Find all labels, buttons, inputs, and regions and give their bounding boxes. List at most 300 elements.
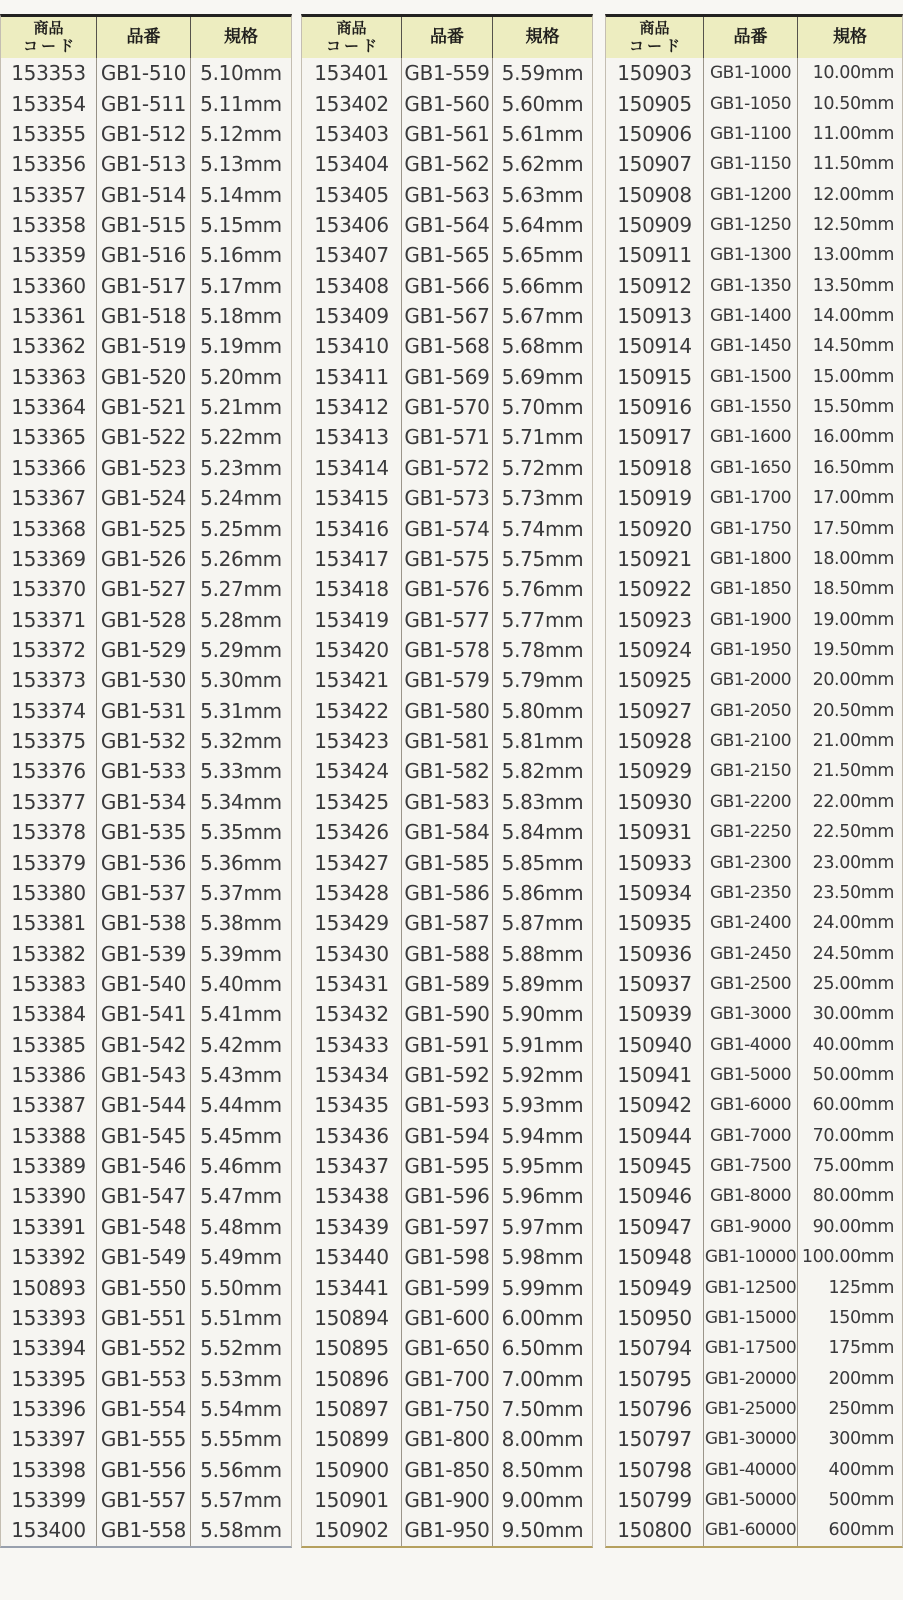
table-row — [1, 878, 291, 908]
spec-cell: 5.67mm — [501, 304, 584, 329]
table-row — [302, 1485, 592, 1515]
spec-cell: 5.13mm — [200, 152, 282, 177]
spec-cell: 24.50mm — [812, 943, 894, 964]
spec-cell: 5.61mm — [501, 121, 584, 146]
spec-cell: 5.70mm — [501, 395, 584, 420]
spec-cell: 5.53mm — [200, 1366, 282, 1391]
spec-cell: 150mm — [828, 1307, 894, 1328]
part-number-cell: GB1-570 — [402, 392, 493, 422]
header-text: コード — [22, 36, 77, 55]
table-row — [606, 119, 902, 149]
table-row — [1, 58, 291, 88]
table-row — [302, 88, 592, 118]
spec-cell: 5.41mm — [200, 1002, 282, 1027]
spec-cell: 5.76mm — [501, 577, 584, 602]
table-row — [302, 878, 592, 908]
spec-cell: 19.00mm — [812, 609, 894, 630]
product-code-cell: 150947 — [606, 1212, 704, 1242]
part-number-cell: GB1-1150 — [704, 149, 798, 179]
product-table-2 — [301, 14, 593, 1548]
product-code-cell: 150928 — [606, 726, 704, 756]
spec-cell: 5.97mm — [501, 1214, 584, 1239]
spec-cell: 5.36mm — [200, 850, 282, 875]
part-number-cell: GB1-1700 — [704, 483, 798, 513]
spec-cell: 5.92mm — [501, 1063, 584, 1088]
part-number-cell: GB1-575 — [402, 544, 493, 574]
product-code-cell: 153403 — [302, 119, 402, 149]
part-number-cell: GB1-532 — [97, 726, 191, 756]
table-row — [1, 392, 291, 422]
spec-cell: 5.37mm — [200, 880, 282, 905]
part-number-cell: GB1-2400 — [704, 908, 798, 938]
table-row — [302, 1212, 592, 1242]
product-code-cell: 150914 — [606, 331, 704, 361]
product-code-cell: 150899 — [302, 1424, 402, 1454]
product-code-cell: 150937 — [606, 969, 704, 999]
spec-cell: 13.00mm — [812, 245, 894, 266]
product-code-cell: 153409 — [302, 301, 402, 331]
product-code-cell: 153366 — [1, 453, 97, 483]
spec-cell: 24.00mm — [812, 913, 894, 934]
product-code-cell: 153359 — [1, 240, 97, 270]
table-row — [606, 1181, 902, 1211]
table-row — [1, 544, 291, 574]
product-code-cell: 153410 — [302, 331, 402, 361]
part-number-cell: GB1-592 — [402, 1060, 493, 1090]
product-code-cell: 150902 — [302, 1515, 402, 1545]
product-code-cell: 153380 — [1, 878, 97, 908]
spec-cell: 23.50mm — [812, 882, 894, 903]
product-code-cell: 153422 — [302, 696, 402, 726]
spec-cell: 6.00mm — [501, 1305, 584, 1330]
part-number-cell: GB1-2200 — [704, 787, 798, 817]
part-number-cell: GB1-528 — [97, 604, 191, 634]
part-number-cell: GB1-800 — [402, 1424, 493, 1454]
spec-cell: 16.00mm — [812, 427, 894, 448]
spec-cell: 5.12mm — [200, 121, 282, 146]
product-code-cell: 153418 — [302, 574, 402, 604]
part-number-cell: GB1-5000 — [704, 1060, 798, 1090]
spec-cell: 5.27mm — [200, 577, 282, 602]
part-number-cell: GB1-1100 — [704, 119, 798, 149]
product-code-cell: 153360 — [1, 271, 97, 301]
product-code-cell: 153399 — [1, 1485, 97, 1515]
table-row — [606, 422, 902, 452]
table-row — [1, 1181, 291, 1211]
product-code-cell: 150912 — [606, 271, 704, 301]
spec-cell: 25.00mm — [812, 973, 894, 994]
table-row — [302, 210, 592, 240]
product-code-cell: 153425 — [302, 787, 402, 817]
part-number-cell: GB1-541 — [97, 999, 191, 1029]
part-number-cell: GB1-2000 — [704, 665, 798, 695]
spec-cell: 5.11mm — [200, 91, 282, 116]
part-number-cell: GB1-1850 — [704, 574, 798, 604]
table-row — [1, 1242, 291, 1272]
product-code-cell: 153371 — [1, 604, 97, 634]
table-row — [606, 179, 902, 209]
header-text: 商品 — [33, 19, 64, 38]
spec-cell: 5.72mm — [501, 455, 584, 480]
part-number-cell: GB1-582 — [402, 756, 493, 786]
col-header-product-code — [606, 17, 704, 58]
spec-cell: 5.55mm — [200, 1427, 282, 1452]
part-number-cell: GB1-50000 — [704, 1485, 798, 1515]
product-code-cell: 150916 — [606, 392, 704, 422]
spec-cell: 175mm — [828, 1338, 894, 1359]
product-code-cell: 153369 — [1, 544, 97, 574]
table-row — [606, 58, 902, 88]
spec-cell: 5.35mm — [200, 820, 282, 845]
part-number-cell: GB1-950 — [402, 1515, 493, 1545]
spec-cell: 5.58mm — [200, 1518, 282, 1543]
product-code-cell: 153362 — [1, 331, 97, 361]
spec-cell: 5.28mm — [200, 607, 282, 632]
part-number-cell: GB1-531 — [97, 696, 191, 726]
product-code-cell: 153377 — [1, 787, 97, 817]
table-row — [302, 1121, 592, 1151]
product-code-cell: 153435 — [302, 1090, 402, 1120]
part-number-cell: GB1-1950 — [704, 635, 798, 665]
product-code-cell: 150897 — [302, 1394, 402, 1424]
spec-cell: 5.71mm — [501, 425, 584, 450]
part-number-cell: GB1-576 — [402, 574, 493, 604]
table-row — [302, 604, 592, 634]
header-text: コード — [325, 36, 380, 55]
product-code-cell: 150796 — [606, 1394, 704, 1424]
table-row — [1, 1455, 291, 1485]
table-row — [302, 635, 592, 665]
spec-cell: 5.29mm — [200, 638, 282, 662]
product-code-cell: 153426 — [302, 817, 402, 847]
product-code-cell: 150905 — [606, 88, 704, 118]
spec-cell: 40.00mm — [812, 1034, 894, 1055]
part-number-cell: GB1-40000 — [704, 1455, 798, 1485]
product-code-cell: 153432 — [302, 999, 402, 1029]
header-text: 規格 — [224, 26, 258, 47]
part-number-cell: GB1-516 — [97, 240, 191, 270]
product-code-cell: 150901 — [302, 1485, 402, 1515]
spec-cell: 22.50mm — [812, 822, 894, 843]
spec-cell: 15.50mm — [812, 397, 894, 418]
part-number-cell: GB1-594 — [402, 1121, 493, 1151]
table-body — [1, 58, 291, 1546]
product-code-cell: 150918 — [606, 453, 704, 483]
table-row — [606, 544, 902, 574]
product-code-cell: 150948 — [606, 1242, 704, 1272]
spec-cell: 20.00mm — [812, 670, 894, 691]
part-number-cell: GB1-548 — [97, 1212, 191, 1242]
table-row — [606, 787, 902, 817]
spec-cell: 5.84mm — [501, 820, 584, 845]
spec-cell: 18.50mm — [812, 579, 894, 600]
product-code-cell: 153379 — [1, 847, 97, 877]
spec-cell: 11.50mm — [812, 154, 894, 175]
table-row — [1, 1515, 291, 1545]
product-code-cell: 153405 — [302, 179, 402, 209]
spec-cell: 9.00mm — [501, 1488, 584, 1513]
product-code-cell: 150896 — [302, 1363, 402, 1393]
table-row — [606, 847, 902, 877]
product-code-cell: 150894 — [302, 1303, 402, 1333]
table-row — [606, 1242, 902, 1272]
part-number-cell: GB1-523 — [97, 453, 191, 483]
table-row — [1, 210, 291, 240]
part-number-cell: GB1-1050 — [704, 88, 798, 118]
spec-cell: 5.40mm — [200, 971, 282, 996]
spec-cell: 12.00mm — [812, 184, 894, 205]
part-number-cell: GB1-700 — [402, 1363, 493, 1393]
table-row — [302, 1272, 592, 1302]
product-code-cell: 153412 — [302, 392, 402, 422]
spec-cell: 5.81mm — [501, 729, 584, 754]
spec-cell: 5.91mm — [501, 1032, 584, 1057]
product-code-cell: 150908 — [606, 179, 704, 209]
spec-cell: 5.62mm — [501, 152, 584, 177]
part-number-cell: GB1-525 — [97, 513, 191, 543]
part-number-cell: GB1-585 — [402, 847, 493, 877]
table-row — [1, 999, 291, 1029]
part-number-cell: GB1-586 — [402, 878, 493, 908]
part-number-cell: GB1-1550 — [704, 392, 798, 422]
product-code-cell: 150935 — [606, 908, 704, 938]
product-code-cell: 153429 — [302, 908, 402, 938]
spec-cell: 5.85mm — [501, 850, 584, 875]
product-code-cell: 153378 — [1, 817, 97, 847]
table-row — [302, 787, 592, 817]
table-row — [606, 1515, 902, 1545]
spec-cell: 19.50mm — [812, 640, 894, 660]
spec-cell: 5.25mm — [200, 516, 282, 541]
spec-cell: 5.20mm — [200, 364, 282, 389]
table-row — [302, 1090, 592, 1120]
product-code-cell: 153397 — [1, 1424, 97, 1454]
col-header-spec — [493, 17, 592, 58]
table-row — [302, 817, 592, 847]
product-code-cell: 153419 — [302, 604, 402, 634]
header-text: 品番 — [126, 26, 161, 47]
product-code-cell: 150900 — [302, 1455, 402, 1485]
table-row — [606, 817, 902, 847]
part-number-cell: GB1-1000 — [704, 58, 798, 88]
table-row — [606, 149, 902, 179]
table-row — [1, 1151, 291, 1181]
table-row — [302, 483, 592, 513]
product-code-cell: 153434 — [302, 1060, 402, 1090]
part-number-cell: GB1-578 — [402, 635, 493, 665]
part-number-cell: GB1-588 — [402, 938, 493, 968]
table-row — [606, 240, 902, 270]
part-number-cell: GB1-7000 — [704, 1121, 798, 1151]
spec-cell: 5.95mm — [501, 1154, 584, 1179]
product-code-cell: 150946 — [606, 1181, 704, 1211]
spec-cell: 5.56mm — [200, 1457, 282, 1482]
product-code-cell: 153438 — [302, 1181, 402, 1211]
part-number-cell: GB1-20000 — [704, 1363, 798, 1393]
product-code-cell: 153440 — [302, 1242, 402, 1272]
header-text: 品番 — [733, 26, 768, 47]
product-code-cell: 153391 — [1, 1212, 97, 1242]
product-code-cell: 153401 — [302, 58, 402, 88]
part-number-cell: GB1-514 — [97, 179, 191, 209]
spec-cell: 17.00mm — [812, 488, 894, 509]
part-number-cell: GB1-554 — [97, 1394, 191, 1424]
product-code-cell: 150942 — [606, 1090, 704, 1120]
part-number-cell: GB1-555 — [97, 1424, 191, 1454]
spec-cell: 18.00mm — [812, 548, 894, 569]
spec-cell: 5.33mm — [200, 759, 282, 784]
part-number-cell: GB1-559 — [402, 58, 493, 88]
product-code-cell: 153430 — [302, 938, 402, 968]
part-number-cell: GB1-17500 — [704, 1333, 798, 1363]
spec-cell: 5.22mm — [200, 425, 282, 450]
spec-cell: 5.60mm — [501, 91, 584, 116]
table-row — [1, 179, 291, 209]
spec-cell: 8.50mm — [501, 1457, 584, 1482]
product-code-cell: 153402 — [302, 88, 402, 118]
product-code-cell: 153406 — [302, 210, 402, 240]
product-code-cell: 150949 — [606, 1272, 704, 1302]
product-code-cell: 153358 — [1, 210, 97, 240]
product-code-cell: 153424 — [302, 756, 402, 786]
part-number-cell: GB1-1500 — [704, 362, 798, 392]
product-code-cell: 150922 — [606, 574, 704, 604]
product-code-cell: 150903 — [606, 58, 704, 88]
spec-cell: 300mm — [828, 1429, 894, 1450]
table-row — [302, 1515, 592, 1545]
part-number-cell: GB1-527 — [97, 574, 191, 604]
part-number-cell: GB1-535 — [97, 817, 191, 847]
table-row — [1, 1485, 291, 1515]
table-row — [1, 756, 291, 786]
spec-cell: 14.00mm — [812, 306, 894, 327]
product-code-cell: 150945 — [606, 1151, 704, 1181]
part-number-cell: GB1-580 — [402, 696, 493, 726]
table-row — [606, 665, 902, 695]
spec-cell: 5.90mm — [501, 1002, 584, 1027]
product-code-cell: 153373 — [1, 665, 97, 695]
product-code-cell: 150794 — [606, 1333, 704, 1363]
product-code-cell: 153414 — [302, 453, 402, 483]
table-row — [606, 1424, 902, 1454]
spec-cell: 5.14mm — [200, 182, 282, 207]
part-number-cell: GB1-1650 — [704, 453, 798, 483]
spec-cell: 8.00mm — [501, 1427, 584, 1452]
table-row — [302, 513, 592, 543]
product-code-cell: 153361 — [1, 301, 97, 331]
table-row — [1, 483, 291, 513]
product-code-cell: 150939 — [606, 999, 704, 1029]
spec-cell: 21.00mm — [812, 731, 894, 752]
table-row — [606, 574, 902, 604]
spec-cell: 60.00mm — [812, 1095, 894, 1116]
part-number-cell: GB1-1750 — [704, 513, 798, 543]
table-row — [1, 574, 291, 604]
part-number-cell: GB1-564 — [402, 210, 493, 240]
part-number-cell: GB1-60000 — [704, 1515, 798, 1545]
spec-cell: 5.15mm — [200, 212, 282, 237]
product-code-cell: 153353 — [1, 58, 97, 88]
part-number-cell: GB1-510 — [97, 58, 191, 88]
product-code-cell: 150917 — [606, 422, 704, 452]
spec-cell: 16.50mm — [812, 457, 894, 478]
table-row — [606, 331, 902, 361]
product-code-cell: 153439 — [302, 1212, 402, 1242]
part-number-cell: GB1-579 — [402, 665, 493, 695]
table-row — [302, 119, 592, 149]
table-row — [606, 1303, 902, 1333]
spec-cell: 5.54mm — [200, 1396, 282, 1421]
product-code-cell: 150925 — [606, 665, 704, 695]
spec-cell: 5.94mm — [501, 1123, 584, 1148]
product-code-cell: 153364 — [1, 392, 97, 422]
spec-cell: 5.34mm — [200, 789, 282, 814]
spec-cell: 12.50mm — [812, 214, 894, 235]
part-number-cell: GB1-572 — [402, 453, 493, 483]
spec-cell: 5.48mm — [200, 1214, 282, 1239]
table-row — [302, 149, 592, 179]
part-number-cell: GB1-30000 — [704, 1424, 798, 1454]
part-number-cell: GB1-750 — [402, 1394, 493, 1424]
table-row — [606, 1151, 902, 1181]
spec-cell: 5.43mm — [200, 1063, 282, 1088]
product-code-cell: 150929 — [606, 756, 704, 786]
spec-cell: 70.00mm — [812, 1125, 894, 1146]
part-number-cell: GB1-850 — [402, 1455, 493, 1485]
product-code-cell: 153433 — [302, 1030, 402, 1060]
product-code-cell: 150797 — [606, 1424, 704, 1454]
part-number-cell: GB1-529 — [97, 635, 191, 665]
product-code-cell: 153382 — [1, 938, 97, 968]
table-row — [1, 1394, 291, 1424]
part-number-cell: GB1-558 — [97, 1515, 191, 1545]
product-code-cell: 153407 — [302, 240, 402, 270]
product-table-1 — [0, 14, 292, 1548]
product-code-cell: 150923 — [606, 604, 704, 634]
table-row — [606, 1030, 902, 1060]
product-code-cell: 150915 — [606, 362, 704, 392]
part-number-cell: GB1-587 — [402, 908, 493, 938]
table-row — [302, 847, 592, 877]
table-row — [1, 726, 291, 756]
spec-cell: 5.51mm — [200, 1305, 282, 1330]
spec-cell: 5.45mm — [200, 1123, 282, 1148]
header-text: 規格 — [833, 26, 867, 47]
table-row — [302, 999, 592, 1029]
table-row — [302, 179, 592, 209]
product-code-cell: 153423 — [302, 726, 402, 756]
spec-cell: 5.89mm — [501, 971, 584, 996]
header-text: コード — [628, 36, 683, 55]
product-code-cell: 150941 — [606, 1060, 704, 1090]
product-code-cell: 153428 — [302, 878, 402, 908]
spec-cell: 5.49mm — [200, 1245, 282, 1270]
table-header — [302, 17, 592, 58]
table-row — [1, 362, 291, 392]
spec-cell: 5.38mm — [200, 911, 282, 936]
product-code-cell: 153411 — [302, 362, 402, 392]
table-row — [1, 119, 291, 149]
product-code-cell: 153363 — [1, 362, 97, 392]
table-row — [302, 908, 592, 938]
part-number-cell: GB1-2450 — [704, 938, 798, 968]
part-number-cell: GB1-900 — [402, 1485, 493, 1515]
product-code-cell: 153400 — [1, 1515, 97, 1545]
part-number-cell: GB1-1450 — [704, 331, 798, 361]
table-row — [606, 726, 902, 756]
table-row — [606, 1485, 902, 1515]
product-table-3 — [605, 14, 903, 1548]
